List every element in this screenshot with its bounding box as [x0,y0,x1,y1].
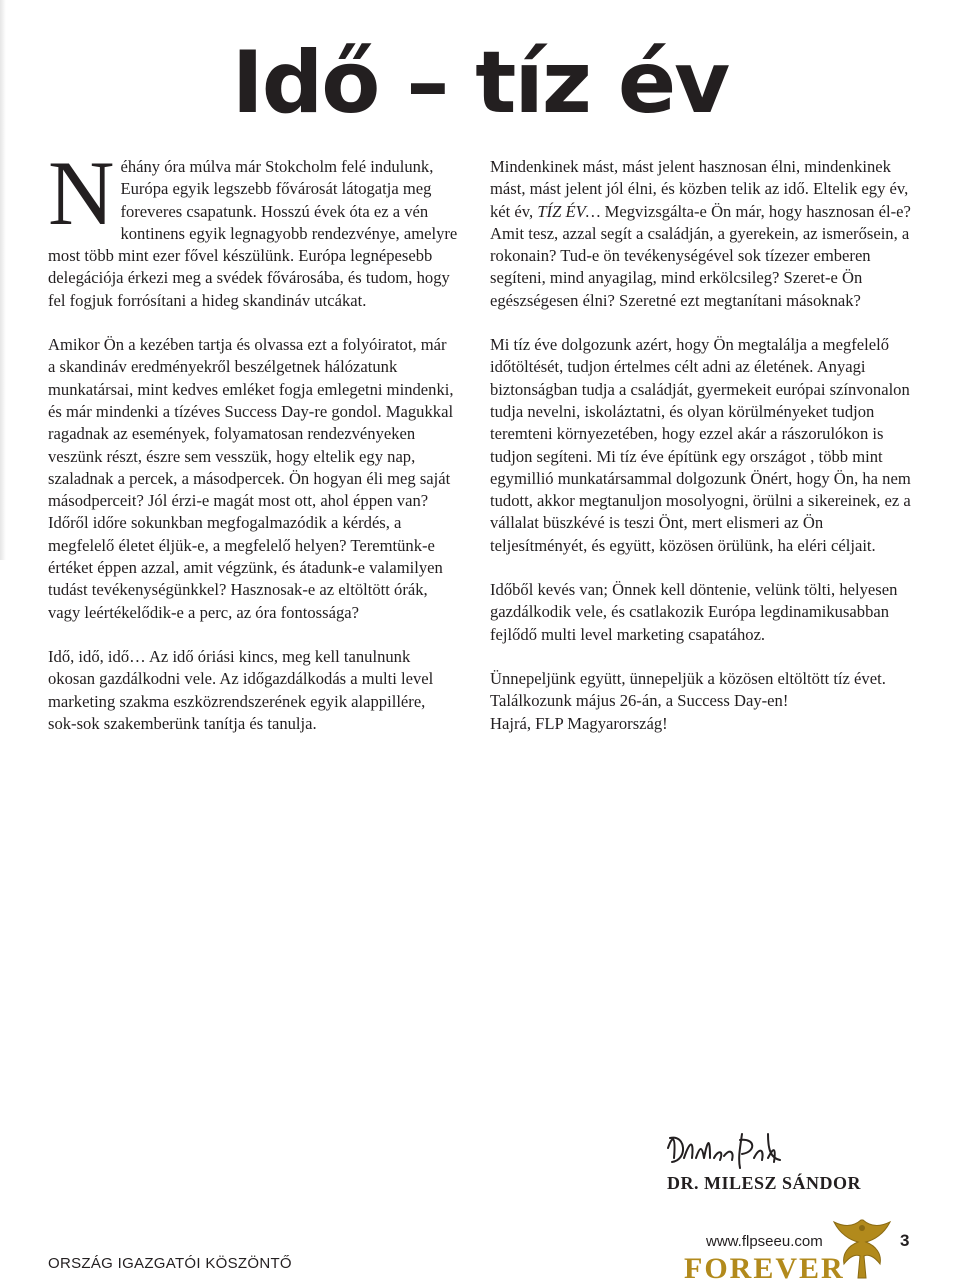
ten-years-italic: TÍZ ÉV… [537,201,601,221]
right-paragraph-3: Időből kevés van; Önnek kell döntenie, velünk tölti, helyesen gazdálkodik vele, és csatlakozik Európa legdinamikusabban fejlődő multi level marketing csapatához. [490,580,898,644]
right-p1-start: Mindenkinek mást, mást jelent hasznosan élni, mindenkinek mást, mást jelent jól élni, és közben telik az idő. Eltelik egy év, két év, [490,157,909,221]
page-number: 3 [900,1231,910,1250]
right-paragraph-1 [490,156,918,312]
right-column [490,156,918,757]
section-label: ORSZÁG IGAZGATÓI KÖSZÖNTŐ [48,1255,292,1272]
left-column [48,142,458,757]
forever-logo-text: FOREVER [684,1252,845,1285]
article-title: Idő – tíz év [231,33,729,133]
closing-line-3: Hajrá, FLP Magyarország! [490,713,668,733]
closing-line-1: Ünnepeljünk együtt, ünnepeljük a közösen eltöltött tíz évet. [490,668,886,688]
left-paragraph-3: Idő, idő, idő… Az idő óriási kincs, meg kell tanulnunk okosan gazdálkodni vele. Az időgazdálkodás a multi level marketing szakma eszközrendszerének egyik alappillére, sok-sok szakemberünk tanítja és tanulja. [48,646,434,733]
intro-paragraph [48,142,458,312]
intro-text: éhány óra múlva már Stokcholm felé indulunk, Európa egyik legszebb fővárosát látogatja meg foreveres csapatunk. Hosszú évek óta ez a vén kontinens egyik legnagyobb rendezvénye, amelyre most több mint ezer fővel készülünk. Európa legnépesebb delegációja érkezi meg a svédek fővárosába, és tudom, hogy fel fogjuk forrósítani a hideg skandináv utcákat. [48,157,458,310]
eagle-logo-icon [830,1214,892,1284]
right-paragraph-4 [490,668,918,735]
handwritten-signature [664,1128,782,1174]
website-link[interactable]: www.flpseeu.com [706,1233,823,1250]
signer-name: DR. MILESZ SÁNDOR [667,1173,862,1193]
drop-cap: N [48,142,115,244]
right-p1-end: Megvizsgálta-e Ön már, hogy hasznosan él-e? Amit tesz, azzal segít a családján, a gyerekein, az ismerősein, a rokonain? Tud-e ön tevékenységével sok tízezer emberen segíteni, mind anyagilag, mind erkölcsileg? Szeret-e Ön egészségesen élni? Szeretné ezt megtanítani másoknak? [490,201,911,310]
right-paragraph-2: Mi tíz éve dolgozunk azért, hogy Ön megtalálja a megfelelő időtöltését, tudjon értelmes célt adni az életének. Anyagi biztonságban tudja a családját, gyermekeit európai színvonalon tudja nevelni, iskoláztatni, és olyan körülményeket tudjon teremteni környezetében, hogy ezzel akár a rászorulókon is tudjon segíteni. Mi tíz éve építünk egy országot , több mint egymillió munkatársammal dolgozunk Önért, hogy Ön, ha nem tudott, akkor megtanuljon mosolyogni, örülni a sikereinek, ez a vállalat büszkévé is teszi Önt, mert elismeri az Ön teljesítményét, és együtt, közösen örülünk, ha eléri céljait. [490,335,911,555]
closing-line-2: Találkozunk május 26-án, a Success Day-en! [490,691,789,711]
left-paragraph-2: Amikor Ön a kezében tartja és olvassa ezt a folyóiratot, már a skandináv eredményekről beszélgetnek hálózatunk munkatársai, mint kedves emléket fogja emlegetni mindenki, és már mindenki a tízéves Success Day-re gondol. Magukkal ragadnak az események, folyamatosan rendezvényeken veszünk részt, észre sem vesszük, hogy eltelik egy nap, szaladnak a percek, a másodpercek. Ön hogyan éli meg saját másodperceit? Jól érzi-e magát most ott, ahol éppen van? Időről időre sokunkban megfogalmazódik a kérdés, a megfelelő életet éljük-e, a megfelelő helyen? Teremtünk-e értéket éppen azzal, amit végzünk, és átadunk-e valamilyen tudást tevékenységünkkel? Hasznosak-e az eltöltött órák, vagy leértékelődik-e a perc, az óra fontossága? [48,335,454,622]
